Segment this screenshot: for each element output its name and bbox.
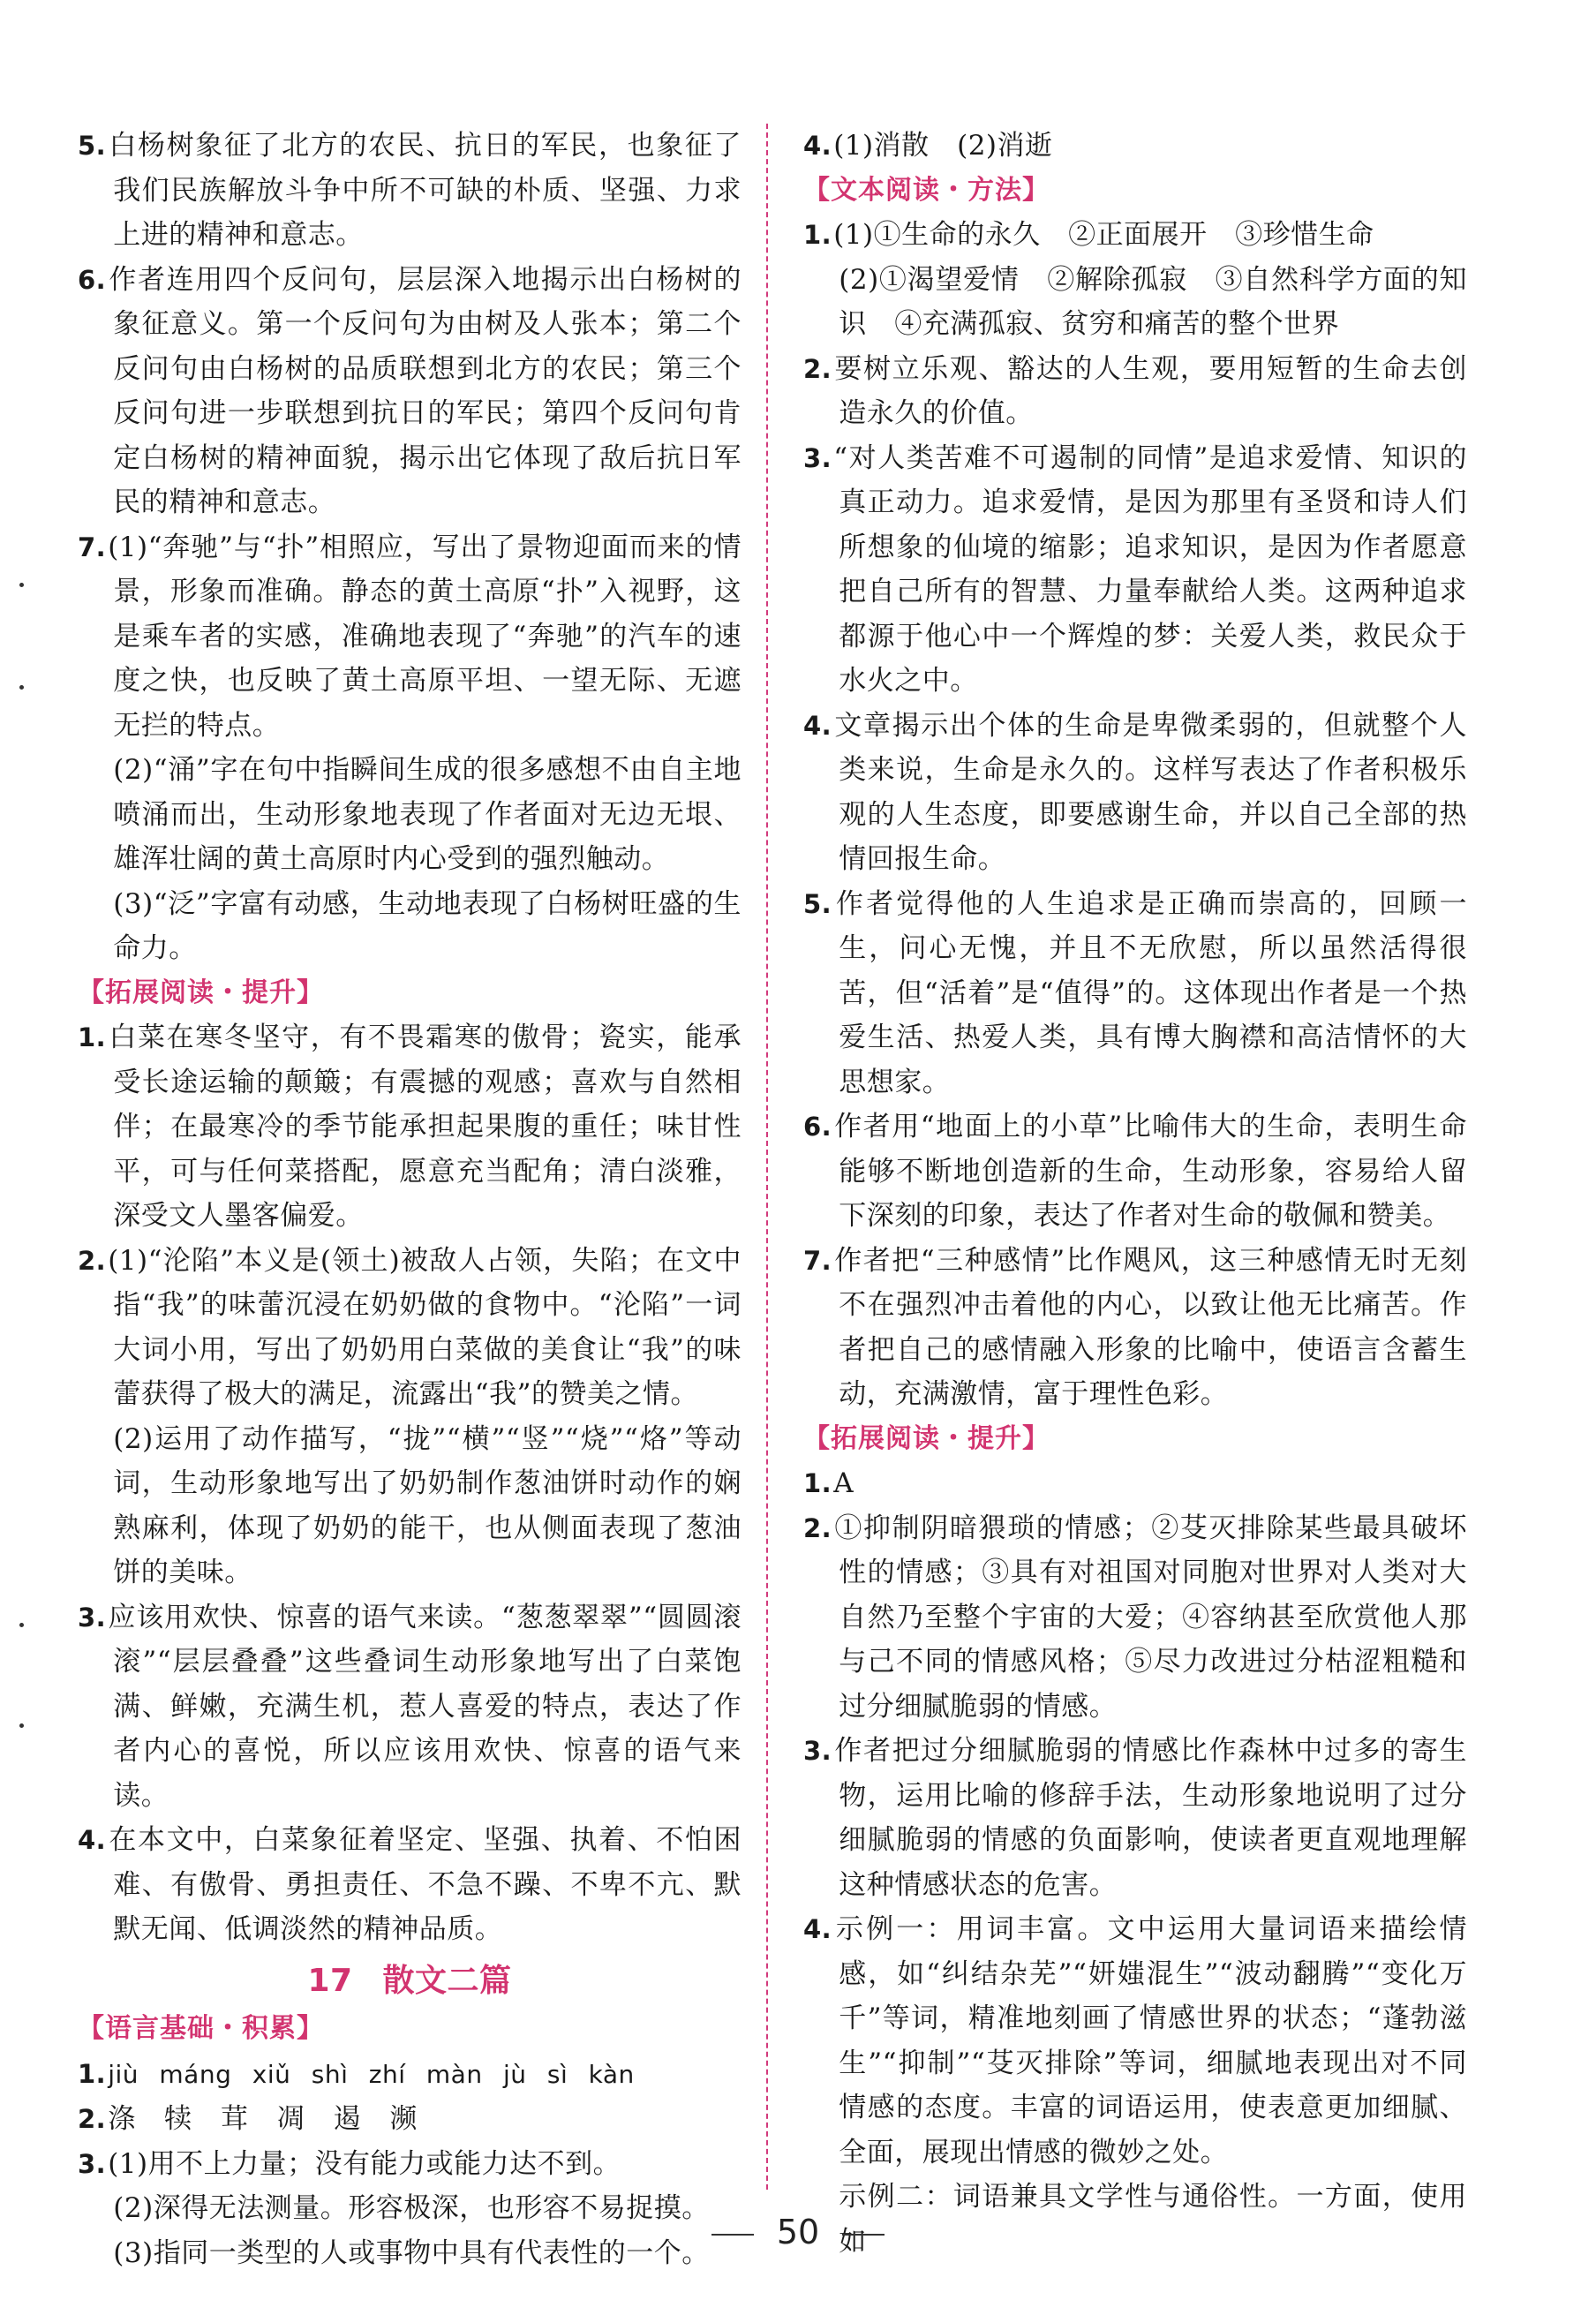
answer-item xyxy=(803,1506,1467,1730)
column-divider xyxy=(766,124,768,2190)
answer-item xyxy=(803,347,1467,436)
answer-text: ①抑制阴暗猥琐的情感；②芟灭排除某些最具破坏性的情感；③具有对祖国对同胞对世界对人类对大自然乃至整个宇宙的大爱；④容纳甚至欣赏他人那与己不同的情感风格；⑤尽力改进过分枯涩粗糙和过分细腻脆弱的情感。 xyxy=(833,1512,1467,1723)
page-number: 50 xyxy=(776,2213,820,2251)
margin-dot xyxy=(19,685,24,690)
answer-item xyxy=(78,2052,742,2098)
answer-item xyxy=(803,436,1467,704)
left-column xyxy=(78,124,742,2275)
answer-text: 白杨树象征了北方的农民、抗日的军民，也象征了我们民族解放斗争中所不可缺的朴质、坚强、力求上进的精神和意志。 xyxy=(108,130,742,251)
answer-number: 6. xyxy=(78,264,107,295)
answer-text: 示例一：用词丰富。文中运用大量词语来描绘情感，如“纠结杂芜”“妍媸混生”“波动翻腾”“变化万千”等词，精准地刻画了情感世界的状态；“蓬勃滋生”“抑制”“芟灭排除”等词，细腻地表现出对不同情感的态度。丰富的词语运用，使表意更加细腻、全面，展现出情感的微妙之处。 xyxy=(833,1913,1467,2168)
answer-number: 3. xyxy=(78,2148,107,2179)
section-heading: 【拓展阅读・提升】 xyxy=(803,1422,1050,1454)
answer-item xyxy=(78,124,742,258)
footer-dash-left xyxy=(711,2234,754,2236)
answer-text: (1)用不上力量；没有能力或能力达不到。 xyxy=(108,2147,621,2180)
answer-continuation: 示例二：词语兼具文学性与通俗性。一方面，使用如 xyxy=(839,2181,1467,2258)
answer-continuation: (2)“涌”字在句中指瞬间生成的很多感想不由自主地喷涌而出，生动形象地表现了作者面对无边无垠、雄浑壮阔的黄土高原时内心受到的强烈触动。 xyxy=(113,754,742,875)
answer-continuation: (2)运用了动作描写，“拢”“横”“竖”“烧”“烙”等动词，生动形象地写出了奶奶制作葱油饼时动作的娴熟麻利，体现了奶奶的能干，也从侧面表现了葱油饼的美味。 xyxy=(113,1422,742,1588)
answer-number: 3. xyxy=(78,1602,107,1633)
answer-item xyxy=(803,1461,1467,1506)
answer-item xyxy=(78,258,742,525)
chapter-title xyxy=(78,1959,742,2004)
answer-number: 4. xyxy=(803,131,832,161)
answer-item xyxy=(803,704,1467,882)
answer-text: 作者把“三种感情”比作飓风，这三种感情无时无刻不在强烈冲击着他的内心，以致让他无比痛苦。作者把自己的感情融入形象的比喻中，使语言含蓄生动，充满激情，富于理性色彩。 xyxy=(833,1244,1467,1410)
answer-continuation: (2)深得无法测量。形容极深，也形容不易捉摸。 xyxy=(113,2192,710,2224)
answer-continuation: (2)①渴望爱情 ②解除孤寂 ③自然科学方面的知识 ④充满孤寂、贫穷和痛苦的整个世界 xyxy=(839,263,1467,340)
answer-number: 7. xyxy=(78,532,107,562)
answer-item xyxy=(803,1105,1467,1239)
answer-text: (1)消散 (2)消逝 xyxy=(833,130,1053,162)
pinyin-answers: jiù máng xiǔ shì zhí màn jù sì kàn xyxy=(108,2059,635,2089)
answer-text: A xyxy=(833,1467,854,1499)
answer-number: 1. xyxy=(803,1468,832,1498)
answer-item xyxy=(803,124,1467,169)
answer-number: 7. xyxy=(803,1245,832,1276)
margin-dot xyxy=(19,583,24,587)
answer-item xyxy=(78,2142,742,2187)
answer-number: 2. xyxy=(78,1245,107,1276)
answer-text: “对人类苦难不可遏制的同情”是追求爱情、知识的真正动力。追求爱情，是因为那里有圣贤和诗人们所想象的仙境的缩影；追求知识，是因为作者愿意把自己所有的智慧、力量奉献给人类。这两种追求都源于他心中一个辉煌的梦：关爱人类，救民众于水火之中。 xyxy=(833,441,1467,697)
answer-item xyxy=(803,213,1467,258)
margin-dot xyxy=(19,1723,24,1728)
answer-item xyxy=(803,1729,1467,1907)
answer-text: 应该用欢快、惊喜的语气来读。“葱葱翠翠”“圆圆滚滚”“层层叠叠”这些叠词生动形象地写出了白菜饱满、鲜嫩，充满生机，惹人喜爱的特点，表达了作者内心的喜悦，所以应该用欢快、惊喜的语气来读。 xyxy=(108,1601,742,1812)
answer-continuation: (3)指同一类型的人或事物中具有代表性的一个。 xyxy=(113,2236,710,2269)
answer-item xyxy=(78,2097,742,2142)
answer-item xyxy=(78,1595,742,1819)
answer-number: 3. xyxy=(803,442,832,473)
chapter-number: 17 xyxy=(307,1962,353,1999)
answer-text: 作者把过分细腻脆弱的情感比作森林中过多的寄生物，运用比喻的修辞手法，生动形象地说明了过分细腻脆弱的情感的负面影响，使读者更直观地理解这种情感状态的危害。 xyxy=(833,1735,1467,1901)
answer-item xyxy=(78,1015,742,1239)
section-heading: 【语言基础・积累】 xyxy=(78,2013,324,2044)
answer-text: 作者用“地面上的小草”比喻伟大的生命，表明生命能够不断地创造新的生命，生动形象，容易给人留下深刻的印象，表达了作者对生命的敬佩和赞美。 xyxy=(833,1111,1467,1232)
character-answers: 涤 犊 茸 凋 遏 濒 xyxy=(108,2103,418,2135)
answer-number: 1. xyxy=(803,220,832,250)
answer-number: 4. xyxy=(78,1825,107,1855)
answer-text: 要树立乐观、豁达的人生观，要用短暂的生命去创造永久的价值。 xyxy=(833,352,1467,429)
answer-item xyxy=(803,1907,1467,2175)
answer-item xyxy=(803,882,1467,1105)
footer-dash-right xyxy=(842,2234,885,2236)
margin-dot xyxy=(19,1623,24,1627)
answer-number: 5. xyxy=(78,131,107,161)
answer-number: 1. xyxy=(78,2058,107,2089)
answer-number: 3. xyxy=(803,1736,832,1766)
answer-text: 作者觉得他的人生追求是正确而崇高的，回顾一生，问心无愧，并且不无欣慰，所以虽然活得很苦，但“活着”是“值得”的。这体现出作者是一个热爱生活、热爱人类，具有博大胸襟和高洁情怀的大思想家。 xyxy=(833,887,1467,1098)
chapter-name: 散文二篇 xyxy=(382,1962,512,1999)
answer-number: 2. xyxy=(803,1512,832,1543)
answer-number: 4. xyxy=(803,710,832,741)
answer-text: 文章揭示出个体的生命是卑微柔弱的，但就整个人类来说，生命是永久的。这样写表达了作者积极乐观的人生态度，即要感谢生命，并以自己全部的热情回报生命。 xyxy=(833,709,1467,875)
page-footer xyxy=(0,2213,1596,2251)
answer-item xyxy=(803,1239,1467,1417)
answer-text: (1)“沦陷”本义是(领土)被敌人占领，失陷；在文中指“我”的味蕾沉浸在奶奶做的食物中。“沦陷”一词大词小用，写出了奶奶用白菜做的美食让“我”的味蕾获得了极大的满足，流露出“我”的赞美之情。 xyxy=(108,1244,742,1410)
section-heading: 【文本阅读・方法】 xyxy=(803,174,1050,206)
answer-text: 作者连用四个反问句，层层深入地揭示出白杨树的象征意义。第一个反问句为由树及人张本；第二个反问句由白杨树的品质联想到北方的农民；第三个反问句进一步联想到抗日的军民；第四个反问句肯定白杨树的精神面貌，揭示出它体现了敌后抗日军民的精神和意志。 xyxy=(108,263,742,518)
answer-number: 6. xyxy=(803,1112,832,1142)
answer-text: 白菜在寒冬坚守，有不畏霜寒的傲骨；瓷实，能承受长途运输的颠簸；有震撼的观感；喜欢与自然相伴；在最寒冷的季节能承担起果腹的重任；味甘性平，可与任何菜搭配，愿意充当配角；清白淡雅，深受文人墨客偏爱。 xyxy=(108,1022,742,1232)
answer-text: (1)“奔驰”与“扑”相照应，写出了景物迎面而来的情景，形象而准确。静态的黄土高原“扑”入视野，这是乘车者的实感，准确地表现了“奔驰”的汽车的速度之快，也反映了黄土高原平坦、一望无际、无遮无拦的特点。 xyxy=(108,531,742,742)
answer-number: 1. xyxy=(78,1022,107,1052)
answer-number: 5. xyxy=(803,888,832,919)
answer-item xyxy=(78,1818,742,1952)
answer-number: 2. xyxy=(803,353,832,384)
section-heading: 【拓展阅读・提升】 xyxy=(78,977,324,1008)
answer-text: 在本文中，白菜象征着坚定、坚强、执着、不怕困难、有傲骨、勇担责任、不急不躁、不卑不亢、默默无闻、低调淡然的精神品质。 xyxy=(108,1824,742,1945)
answer-item xyxy=(78,525,742,749)
answer-number: 4. xyxy=(803,1914,832,1944)
right-column xyxy=(803,124,1467,2264)
answer-continuation: (3)“泛”字富有动感，生动地表现了白杨树旺盛的生命力。 xyxy=(113,887,742,964)
answer-text: (1)①生命的永久 ②正面展开 ③珍惜生命 xyxy=(833,219,1374,251)
answer-item xyxy=(78,1239,742,1417)
answer-number: 2. xyxy=(78,2104,107,2134)
